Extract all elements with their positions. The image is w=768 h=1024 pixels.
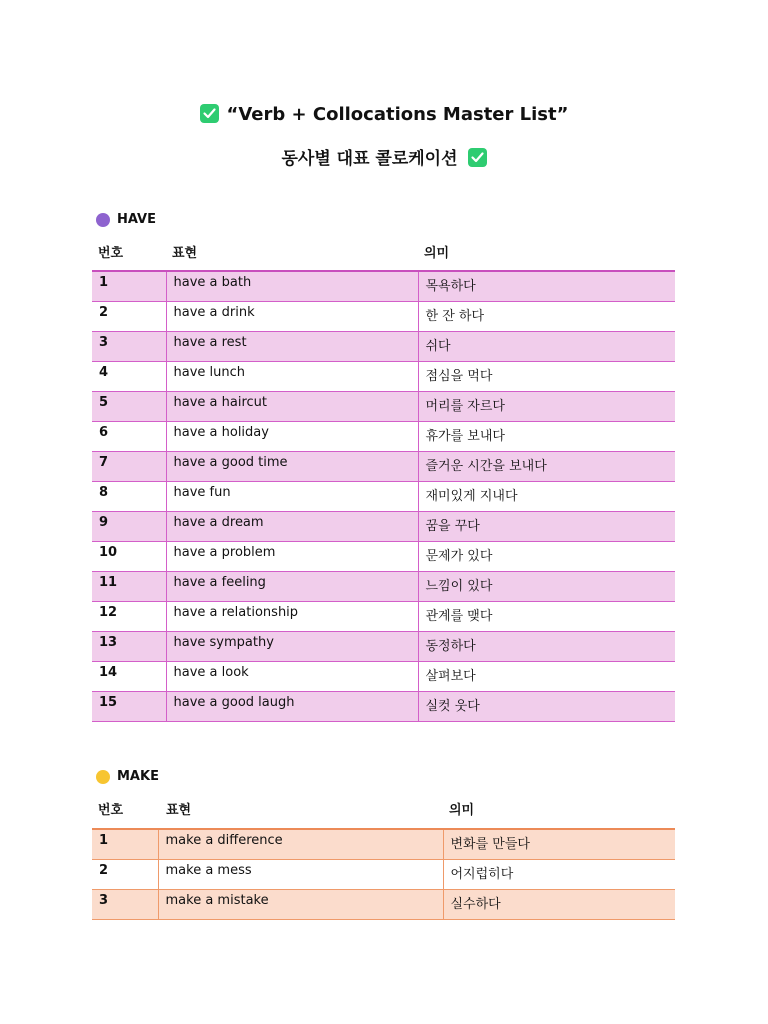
row-number: 10 [92,541,166,571]
title-text-english: “Verb + Collocations Master List” [226,104,569,125]
row-number: 9 [92,511,166,541]
row-meaning: 쉬다 [418,331,675,361]
row-expression: make a difference [158,829,443,859]
row-expression: have a problem [166,541,418,571]
purple-circle-icon [96,213,110,227]
table-row [92,661,675,691]
row-meaning: 꿈을 꾸다 [418,511,675,541]
section-heading-make [96,769,159,784]
table-row [92,271,675,301]
column-header-expression: 표현 [166,803,192,818]
row-number: 3 [92,331,166,361]
row-number: 1 [92,829,158,859]
column-header-expression: 표현 [172,246,198,261]
section-label-make: MAKE [117,769,159,784]
row-expression: have a good time [166,451,418,481]
row-expression: have lunch [166,361,418,391]
row-number: 2 [92,301,166,331]
row-expression: have a bath [166,271,418,301]
section-label-have: HAVE [117,212,156,227]
table-row [92,829,675,859]
row-number: 13 [92,631,166,661]
check-box-icon [200,104,219,123]
row-meaning: 실수하다 [443,889,675,919]
row-expression: have sympathy [166,631,418,661]
table-row [92,421,675,451]
row-expression: have fun [166,481,418,511]
row-number: 2 [92,859,158,889]
row-number: 5 [92,391,166,421]
have-collocations-table [92,270,675,722]
row-meaning: 동정하다 [418,631,675,661]
row-meaning: 변화를 만들다 [443,829,675,859]
row-expression: make a mistake [158,889,443,919]
title-text-korean: 동사별 대표 콜로케이션 [281,149,458,169]
make-collocations-table [92,828,675,920]
row-expression: have a holiday [166,421,418,451]
row-meaning: 점심을 먹다 [418,361,675,391]
row-number: 12 [92,601,166,631]
table-row [92,391,675,421]
row-number: 3 [92,889,158,919]
document-title [0,104,768,125]
row-expression: have a feeling [166,571,418,601]
table-row [92,481,675,511]
row-number: 15 [92,691,166,721]
row-expression: have a dream [166,511,418,541]
row-meaning: 관계를 맺다 [418,601,675,631]
table-row [92,511,675,541]
table-row [92,859,675,889]
check-box-icon [468,148,487,167]
column-header-meaning: 의미 [449,803,475,818]
section-heading-have [96,212,156,227]
row-expression: have a good laugh [166,691,418,721]
row-meaning: 느낌이 있다 [418,571,675,601]
row-meaning: 살펴보다 [418,661,675,691]
table-row [92,691,675,721]
table-row [92,301,675,331]
row-meaning: 실컷 웃다 [418,691,675,721]
row-number: 14 [92,661,166,691]
row-expression: make a mess [158,859,443,889]
row-meaning: 목욕하다 [418,271,675,301]
column-header-number: 번호 [98,803,124,818]
row-number: 4 [92,361,166,391]
table-row [92,631,675,661]
column-header-meaning: 의미 [424,246,450,261]
document-subtitle [0,144,768,169]
row-expression: have a drink [166,301,418,331]
row-expression: have a relationship [166,601,418,631]
row-number: 7 [92,451,166,481]
row-expression: have a rest [166,331,418,361]
yellow-circle-icon [96,770,110,784]
table-row [92,451,675,481]
row-meaning: 어지럽히다 [443,859,675,889]
row-meaning: 재미있게 지내다 [418,481,675,511]
column-header-number: 번호 [98,246,124,261]
row-expression: have a look [166,661,418,691]
table-row [92,601,675,631]
row-meaning: 휴가를 보내다 [418,421,675,451]
table-row [92,889,675,919]
table-row [92,571,675,601]
row-meaning: 한 잔 하다 [418,301,675,331]
row-meaning: 문제가 있다 [418,541,675,571]
row-number: 11 [92,571,166,601]
table-row [92,541,675,571]
row-number: 8 [92,481,166,511]
row-expression: have a haircut [166,391,418,421]
row-meaning: 즐거운 시간을 보내다 [418,451,675,481]
row-meaning: 머리를 자르다 [418,391,675,421]
row-number: 1 [92,271,166,301]
table-row [92,331,675,361]
table-row [92,361,675,391]
row-number: 6 [92,421,166,451]
